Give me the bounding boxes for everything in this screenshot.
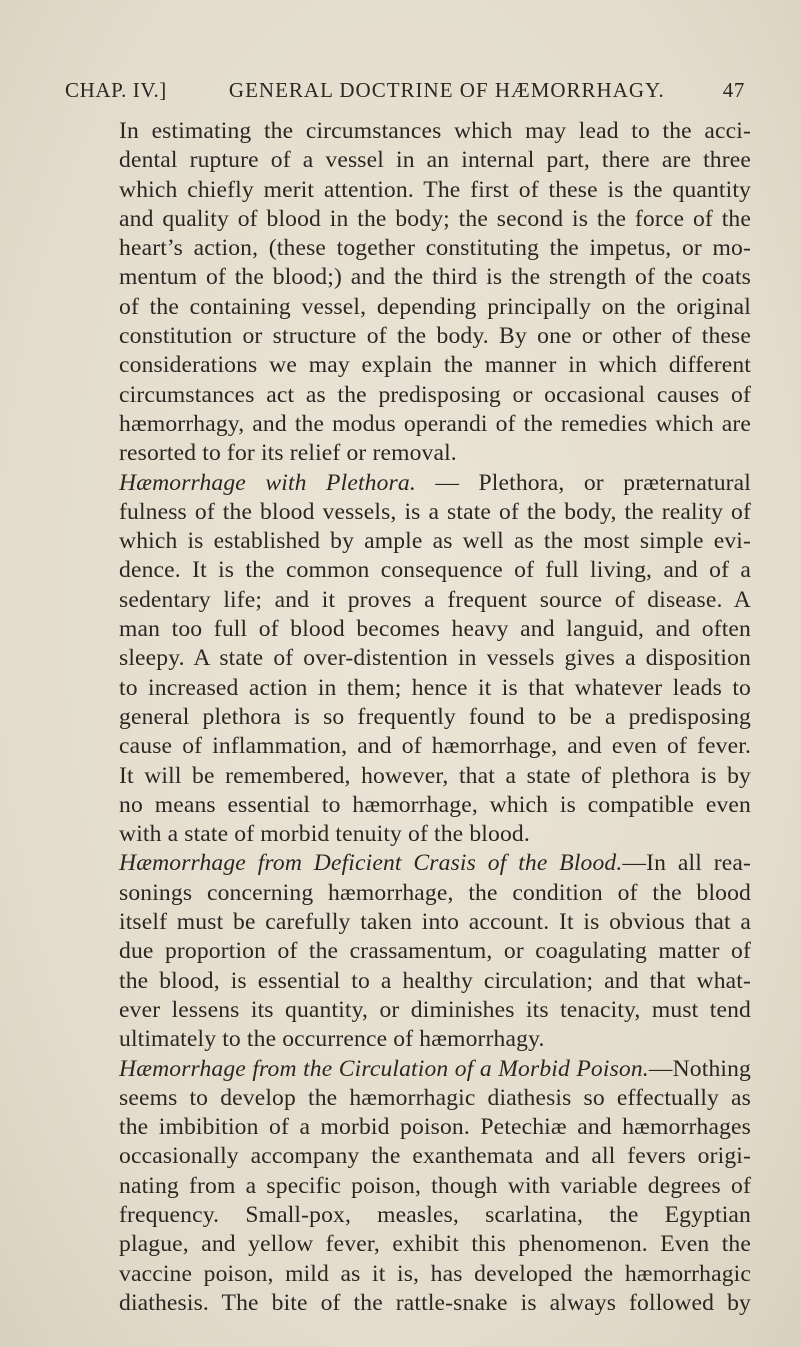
- text-line: dental rupture of a vessel in an internal part, there are three: [119, 147, 751, 174]
- text-line: general plethora is so frequently found to be a predisposing: [119, 703, 751, 730]
- text-line: and quality of blood in the body; the second is the force of the: [119, 205, 751, 232]
- paragraph-morbid-poison: [65, 1055, 751, 1319]
- text-line: occasionally accompany the exanthemata and all fevers origi-: [119, 1143, 751, 1170]
- section-heading-plethora: Hæmorrhage with Plethora.: [119, 469, 416, 496]
- text-line: dence. It is the common consequence of full living, and of a: [119, 557, 751, 584]
- text-line: sonings concerning hæmorrhage, the condition of the blood: [119, 879, 751, 906]
- section-heading-morbid-poison: Hæmorrhage from the Circulation of a Morbid Poison.: [119, 1055, 649, 1082]
- paragraph-deficient-crasis: [65, 849, 751, 1054]
- paragraph-circumstances: [65, 117, 751, 469]
- text-line: diathesis. The bite of the rattle-snake is always followed by: [119, 1289, 751, 1316]
- text-line: the imbibition of a morbid poison. Petechiæ and hæmorrhages: [119, 1114, 751, 1141]
- text-line: sleepy. A state of over-distention in vessels gives a disposition: [119, 645, 751, 672]
- text-line: nating from a specific poison, though with variable degrees of: [119, 1172, 751, 1199]
- chapter-label: CHAP. IV.]: [65, 78, 167, 102]
- text-line: cause of inflammation, and of hæmorrhage, and even of fever.: [119, 733, 751, 760]
- text-line: constitution or structure of the body. By one or other of these: [119, 323, 751, 350]
- text-fragment: —In all rea-: [622, 850, 751, 877]
- body-text: [65, 117, 751, 1318]
- text-line: circumstances act as the predisposing or occasional causes of: [119, 381, 751, 408]
- text-line: seems to develop the hæmorrhagic diathesis so effectually as: [119, 1084, 751, 1111]
- text-line: which is established by ample as well as the most simple evi-: [119, 528, 751, 555]
- text-line: fulness of the blood vessels, is a state of the body, the reality of: [119, 498, 751, 525]
- text-line: the blood, is essential to a healthy circulation; and that what-: [119, 967, 751, 994]
- text-line-with-heading: [65, 1055, 751, 1084]
- text-line: ever lessens its quantity, or diminishes its tenacity, must tend: [119, 996, 751, 1023]
- text-line-with-heading: [65, 469, 751, 498]
- text-line-with-heading: [65, 849, 751, 878]
- text-line: itself must be carefully taken into account. It is obvious that a: [119, 909, 751, 936]
- running-head: [65, 78, 751, 103]
- text-line: sedentary life; and it proves a frequent source of disease. A: [119, 586, 751, 613]
- page-number: 47: [722, 78, 745, 102]
- running-title: GENERAL DOCTRINE OF HÆMORRHAGY.: [228, 78, 665, 102]
- text-line: mentum of the blood;) and the third is the strength of the coats: [119, 264, 751, 291]
- text-line: to increased action in them; hence it is that whatever leads to: [119, 674, 751, 701]
- text-fragment: —Nothing: [648, 1055, 751, 1082]
- text-line: frequency. Small-pox, measles, scarlatina, the Egyptian: [119, 1201, 751, 1228]
- text-line: vaccine poison, mild as it is, has developed the hæmorrhagic: [119, 1260, 751, 1287]
- section-heading-deficient-crasis: Hæmorrhage from Deficient Crasis of the Blood.: [119, 850, 623, 877]
- text-line: heart’s action, (these together constituting the impetus, or mo-: [119, 235, 751, 262]
- text-line: plague, and yellow fever, exhibit this phenomenon. Even the: [119, 1231, 751, 1258]
- text-line: no means essential to hæmorrhage, which is compatible even: [119, 791, 751, 818]
- text-line: with a state of morbid tenuity of the blood.: [119, 821, 530, 848]
- text-line: due proportion of the crassamentum, or coagulating matter of: [119, 938, 751, 965]
- text-line: ultimately to the occurrence of hæmorrhagy.: [119, 1026, 545, 1053]
- paragraph-plethora: [65, 469, 751, 850]
- text-line: In estimating the circumstances which may lead to the acci-: [119, 118, 751, 144]
- text-line: It will be remembered, however, that a state of plethora is by: [119, 762, 751, 789]
- text-line: resorted to for its relief or removal.: [119, 440, 457, 467]
- text-line: which chiefly merit attention. The first of these is the quantity: [119, 176, 751, 203]
- text-line: of the containing vessel, depending principally on the original: [119, 293, 751, 320]
- text-fragment: — Plethora, or præternatural: [435, 469, 751, 496]
- text-line: hæmorrhagy, and the modus operandi of the remedies which are: [119, 410, 751, 437]
- text-line: considerations we may explain the manner in which different: [119, 352, 751, 379]
- text-line: man too full of blood becomes heavy and languid, and often: [119, 616, 751, 643]
